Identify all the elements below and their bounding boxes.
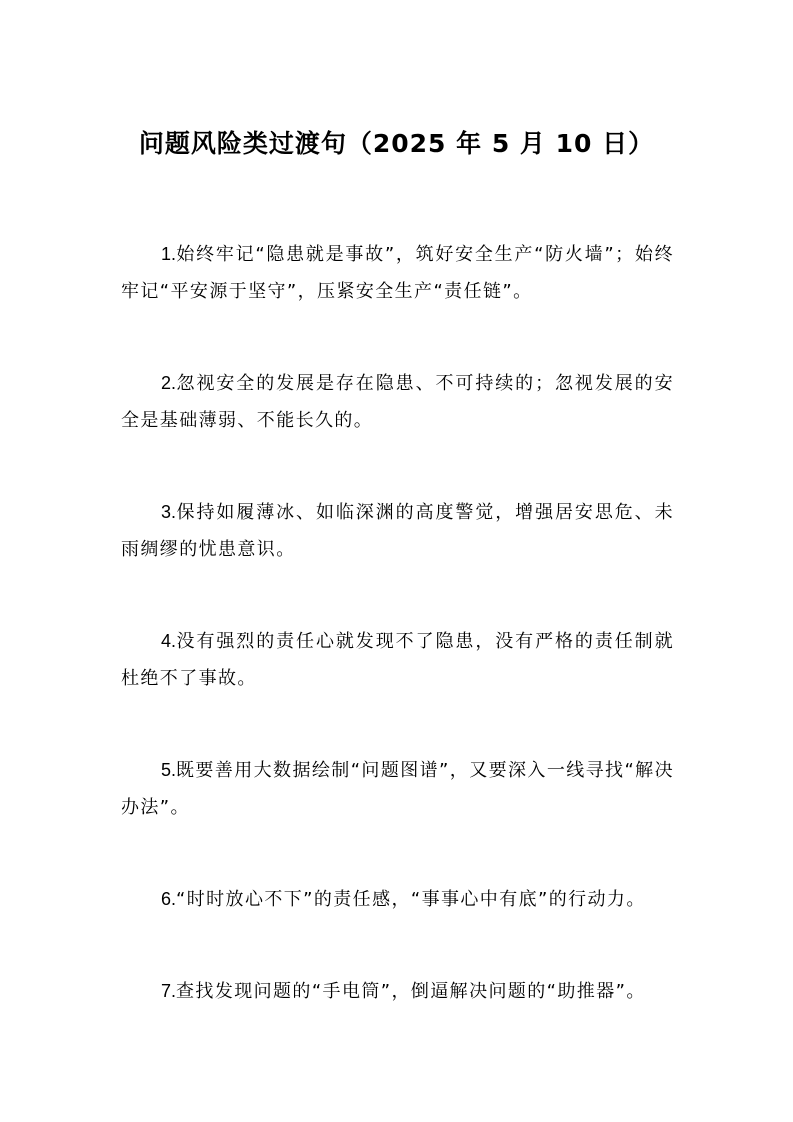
document-body [121, 236, 674, 1065]
paragraph-number: 5. [161, 760, 177, 780]
paragraph-text: 始终牢记“隐患就是事故”，筑好安全生产“防火墙”；始终牢记“平安源于坚守”，压紧安全生产“责任链”。 [121, 244, 674, 302]
paragraph-text: “时时放心不下”的责任感，“事事心中有底”的行动力。 [176, 889, 646, 910]
paragraph-1 [121, 236, 674, 310]
paragraph-text: 忽视安全的发展是存在隐患、不可持续的；忽视发展的安全是基础薄弱、不能长久的。 [121, 373, 674, 431]
paragraph-text: 查找发现问题的“手电筒”，倒逼解决问题的“助推器”。 [176, 981, 646, 1002]
paragraph-text: 保持如履薄冰、如临深渊的高度警觉，增强居安思危、未雨绸缪的忧患意识。 [121, 502, 674, 560]
paragraph-2 [121, 365, 674, 439]
paragraph-number: 6. [161, 889, 177, 909]
paragraph-number: 3. [161, 502, 177, 522]
paragraph-3 [121, 494, 674, 568]
paragraph-5 [121, 752, 674, 826]
paragraph-number: 7. [161, 981, 177, 1001]
paragraph-6 [121, 881, 674, 918]
paragraph-text: 既要善用大数据绘制“问题图谱”，又要深入一线寻找“解决办法”。 [121, 760, 674, 818]
paragraph-4 [121, 623, 674, 697]
paragraph-number: 4. [161, 631, 177, 651]
paragraph-number: 2. [161, 373, 177, 393]
paragraph-text: 没有强烈的责任心就发现不了隐患，没有严格的责任制就杜绝不了事故。 [121, 631, 674, 689]
paragraph-number: 1. [161, 244, 177, 264]
paragraph-7 [121, 973, 674, 1010]
document-title: 问题风险类过渡句（2025 年 5 月 10 日） [138, 129, 655, 158]
